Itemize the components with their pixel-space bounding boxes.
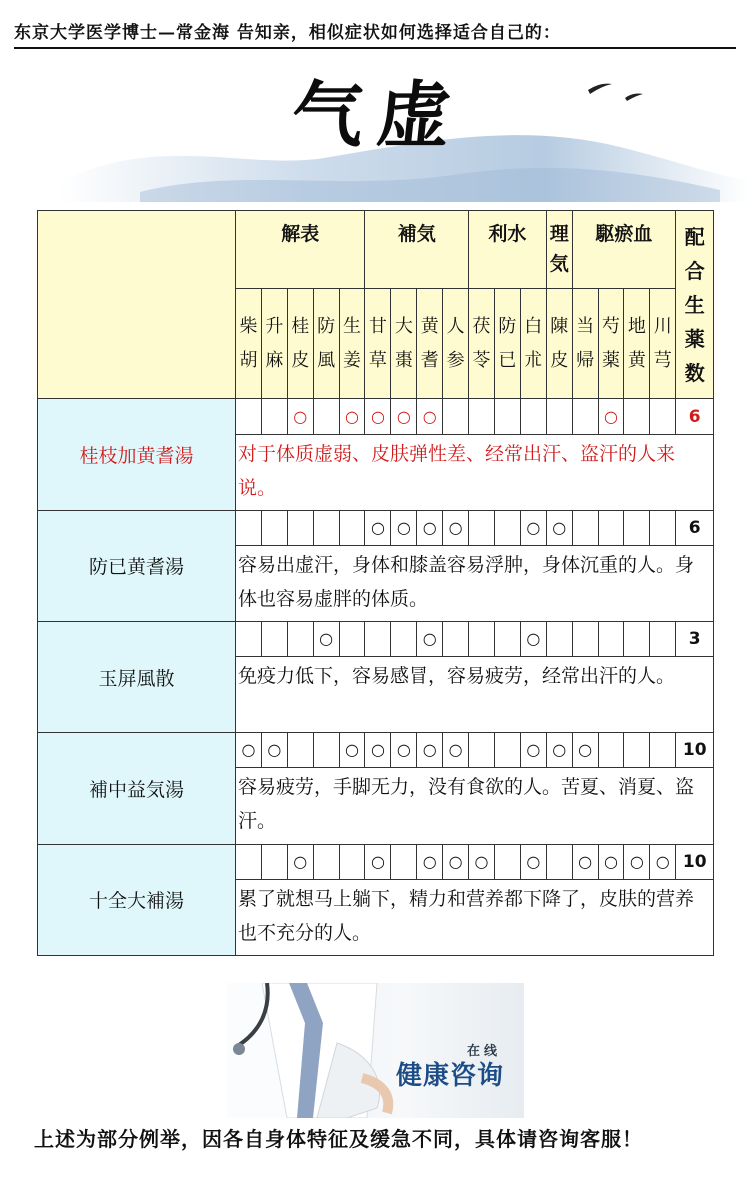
herb-mark-cell — [546, 399, 572, 434]
herb-mark-cell: ○ — [365, 733, 391, 768]
formula-description: 累了就想马上躺下，精力和营养都下降了，皮肤的营养也不充分的人。 — [236, 879, 714, 955]
herb-mark-cell: ○ — [520, 733, 546, 768]
herb-mark-cell: ○ — [469, 844, 495, 879]
group-header: 駆瘀血 — [572, 211, 676, 289]
herb-mark-cell — [572, 622, 598, 657]
bird-icon — [588, 84, 612, 94]
formula-description: 容易疲劳，手脚无力，没有食欲的人。苦夏、消夏、盗汗。 — [236, 768, 714, 844]
consult-title[interactable]: 健康咨询 — [396, 1061, 505, 1091]
herb-mark-cell — [261, 844, 287, 879]
herb-name: 人参 — [443, 289, 469, 399]
herb-mark-cell: ○ — [624, 844, 650, 879]
herb-mark-cell — [494, 844, 520, 879]
formula-marks-row — [38, 733, 714, 768]
herb-mark-cell: ○ — [417, 622, 443, 657]
herb-mark-cell — [391, 844, 417, 879]
formula-description: 容易出虚汗，身体和膝盖容易浮肿，身体沉重的人。身体也容易虚胖的体质。 — [236, 545, 714, 621]
herb-mark-cell: ○ — [546, 510, 572, 545]
herb-count: 6 — [676, 399, 714, 434]
herb-mark-cell: ○ — [417, 844, 443, 879]
herb-mark-cell — [624, 733, 650, 768]
herb-mark-cell — [650, 622, 676, 657]
herb-mark-cell: ○ — [236, 733, 262, 768]
herb-mark-cell — [391, 622, 417, 657]
herb-name: 生姜 — [339, 289, 365, 399]
herb-name: 川芎 — [650, 289, 676, 399]
consult-online-label: 在线 — [467, 1044, 502, 1059]
herb-mark-cell: ○ — [287, 844, 313, 879]
herb-mark-cell — [546, 844, 572, 879]
formula-name: 桂枝加黄耆湯 — [38, 399, 236, 510]
herb-mark-cell: ○ — [443, 733, 469, 768]
group-header: 理気 — [546, 211, 572, 289]
formula-description: 免疫力低下，容易感冒，容易疲劳，经常出汗的人。 — [236, 657, 714, 733]
herb-mark-cell — [494, 399, 520, 434]
herb-mark-cell — [313, 844, 339, 879]
herb-mark-cell: ○ — [339, 399, 365, 434]
herb-mark-cell — [261, 622, 287, 657]
herb-mark-cell — [287, 622, 313, 657]
herb-name: 甘草 — [365, 289, 391, 399]
herb-mark-cell: ○ — [520, 510, 546, 545]
formula-marks-row — [38, 844, 714, 879]
herb-mark-cell — [339, 844, 365, 879]
herb-mark-cell: ○ — [520, 622, 546, 657]
herb-mark-cell — [236, 510, 262, 545]
herb-mark-cell: ○ — [443, 510, 469, 545]
herb-formula-table — [37, 210, 714, 956]
herb-mark-cell: ○ — [417, 399, 443, 434]
herb-mark-cell: ○ — [261, 733, 287, 768]
herb-mark-cell — [546, 622, 572, 657]
herb-name: 升麻 — [261, 289, 287, 399]
herb-mark-cell: ○ — [443, 844, 469, 879]
bird-icon — [625, 94, 643, 102]
herb-mark-cell — [650, 399, 676, 434]
herb-count: 10 — [676, 844, 714, 879]
count-header: 配合生薬数 — [676, 211, 714, 399]
herb-mark-cell — [443, 399, 469, 434]
footer-notice: 上述为部分例举，因各自身体特征及缓急不同，具体请咨询客服！ — [34, 1127, 643, 1151]
herb-mark-cell: ○ — [546, 733, 572, 768]
herb-mark-cell — [443, 622, 469, 657]
herb-mark-cell: ○ — [572, 733, 598, 768]
herb-mark-cell: ○ — [417, 510, 443, 545]
herb-mark-cell — [572, 399, 598, 434]
herb-mark-cell — [598, 733, 624, 768]
herb-name: 陳皮 — [546, 289, 572, 399]
formula-name: 玉屏風散 — [38, 622, 236, 733]
formula-description: 对于体质虚弱、皮肤弹性差、经常出汗、盗汗的人来说。 — [236, 434, 714, 510]
formula-name: 防已黄耆湯 — [38, 510, 236, 621]
herb-mark-cell: ○ — [572, 844, 598, 879]
herb-name: 当帰 — [572, 289, 598, 399]
herb-mark-cell — [624, 622, 650, 657]
herb-count: 10 — [676, 733, 714, 768]
herb-mark-cell — [650, 510, 676, 545]
herb-count: 3 — [676, 622, 714, 657]
herb-count: 6 — [676, 510, 714, 545]
herb-mark-cell — [236, 399, 262, 434]
herb-mark-cell: ○ — [417, 733, 443, 768]
herb-mark-cell — [469, 399, 495, 434]
herb-mark-cell — [469, 510, 495, 545]
herb-mark-cell: ○ — [650, 844, 676, 879]
herb-name: 芍薬 — [598, 289, 624, 399]
herb-name: 防風 — [313, 289, 339, 399]
herb-name: 黄耆 — [417, 289, 443, 399]
herb-mark-cell — [287, 510, 313, 545]
formula-name: 補中益気湯 — [38, 733, 236, 844]
herb-mark-cell — [572, 510, 598, 545]
herb-mark-cell: ○ — [365, 399, 391, 434]
herb-mark-cell: ○ — [520, 844, 546, 879]
group-header: 解表 — [236, 211, 365, 289]
formula-name: 十全大補湯 — [38, 844, 236, 955]
herb-mark-cell — [339, 622, 365, 657]
herb-mark-cell: ○ — [391, 733, 417, 768]
herb-mark-cell — [469, 733, 495, 768]
herb-name: 桂皮 — [287, 289, 313, 399]
herb-mark-cell — [287, 733, 313, 768]
herb-mark-cell — [650, 733, 676, 768]
herb-mark-cell — [494, 733, 520, 768]
formula-marks-row — [38, 510, 714, 545]
herb-mark-cell — [469, 622, 495, 657]
formula-marks-row — [38, 622, 714, 657]
formula-marks-row — [38, 399, 714, 434]
herb-mark-cell: ○ — [339, 733, 365, 768]
herb-mark-cell: ○ — [391, 399, 417, 434]
herb-mark-cell — [261, 510, 287, 545]
herb-mark-cell: ○ — [365, 844, 391, 879]
herb-mark-cell — [624, 399, 650, 434]
herb-name: 地黄 — [624, 289, 650, 399]
herb-name: 柴胡 — [236, 289, 262, 399]
herb-mark-cell: ○ — [313, 622, 339, 657]
herb-mark-cell — [236, 844, 262, 879]
hero-title: 气虚 — [287, 72, 469, 157]
herb-mark-cell — [598, 510, 624, 545]
herb-mark-cell: ○ — [598, 844, 624, 879]
herb-mark-cell: ○ — [287, 399, 313, 434]
herb-name: 大棗 — [391, 289, 417, 399]
herb-name: 茯苓 — [469, 289, 495, 399]
herb-mark-cell — [313, 733, 339, 768]
herb-mark-cell — [494, 510, 520, 545]
herb-mark-cell: ○ — [598, 399, 624, 434]
intro-heading: 东京大学医学博士—常金海 告知亲，相似症状如何选择适合自己的： — [14, 22, 736, 49]
group-header: 補気 — [365, 211, 469, 289]
herb-mark-cell — [624, 510, 650, 545]
herb-mark-cell: ○ — [391, 510, 417, 545]
herb-mark-cell — [520, 399, 546, 434]
hero-banner — [0, 62, 750, 202]
herb-mark-cell: ○ — [365, 510, 391, 545]
herb-mark-cell — [261, 399, 287, 434]
table-corner-cell — [38, 211, 236, 399]
herb-mark-cell — [313, 399, 339, 434]
group-header: 利水 — [469, 211, 547, 289]
herb-mark-cell — [236, 622, 262, 657]
herb-name: 白朮 — [520, 289, 546, 399]
herb-mark-cell — [339, 510, 365, 545]
herb-mark-cell — [313, 510, 339, 545]
herb-mark-cell — [598, 622, 624, 657]
herb-mark-cell — [494, 622, 520, 657]
herb-mark-cell — [365, 622, 391, 657]
herb-name: 防已 — [494, 289, 520, 399]
